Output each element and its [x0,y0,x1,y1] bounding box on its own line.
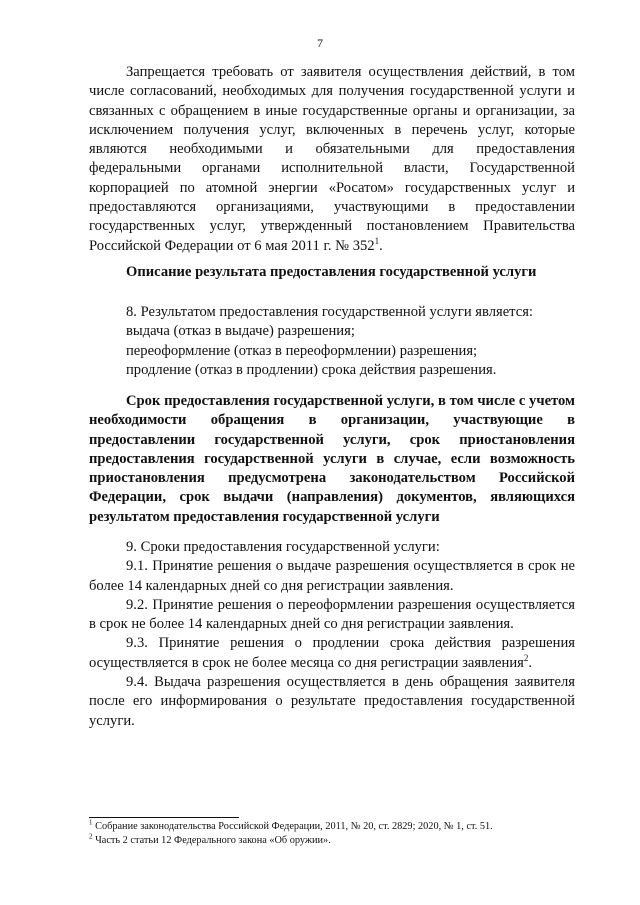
item-8-line-3: продление (отказ в продлении) срока действия разрешения. [126,361,497,378]
item-8 [89,303,575,380]
footnote-2 [89,834,589,848]
item-9-3: 9.3. Принятие решения о продлении срока действия разрешения осуществляется в срок не более месяца со дня регистрации заявления$^2$. [89,635,575,671]
footnote-divider [89,817,239,818]
heading-result: Описание результата предоставления государственной услуги [126,264,537,280]
item-8-line-1: выдача (отказ в выдаче) разрешения; [126,323,355,340]
footnote-2-num: 2 [89,832,93,841]
item-8-line-2: переоформление (отказ в переоформлении) разрешения; [126,342,478,359]
item-9-lead: 9. Сроки предоставления государственной услуги: [126,539,440,555]
intro-paragraph: Запрещается требовать от заявителя осуществления действий, в том числе согласований, необходимых для получения государственной услуги и связанных с обращением в иные государственные органы и организации, за исключением получения услуг, включенных в перечень услуг, которые являются необходимыми и обязательными для предоставления федеральными органами исполнительной власти, Государственной корпорацией по атомной энергии «Росатом» государственных услуг и предоставляются организациями, участвующими в предоставлении государственных услуг, утвержденный постановлением Правительства Российской Федерации от 6 мая 2011 г. № $352^1$. [89,64,575,254]
footnote-1 [89,820,589,834]
item-9-4: 9.4. Выдача разрешения осуществляется в день обращения заявителя после его информирования о результате предоставления государственной услуги. [89,674,575,729]
item-9-1: 9.1. Принятие решения о выдаче разрешения осуществляется в срок не более 14 календарных дней со дня регистрации заявления. [89,558,575,594]
footnote-ref-2: 2 [523,652,529,663]
footnote-1-text: Собрание законодательства Российской Федерации, 2011, № 20, ст. 2829; 2020, № 1, ст. 51. [95,821,493,832]
intro-text: Запрещается требовать от заявителя осуществления действий, в том числе согласований, необходимых для получения государственной услуги и связанных с обращением в иные государственные органы и организации, за исключением получения услуг, включенных в перечень услуг, которые являются необходимыми и обязательными для предоставления федеральными органами исполнительной власти, Государственной корпорацией по атомной энергии «Росатом» государственных услуг и предоставляются организациями, участвующими в предоставлении государственных услуг, утвержденный постановлением Правительства Российской Федерации от 6 мая 2011 г. № 352 [89,64,575,254]
item-8-lead: 8. Результатом предоставления государственной услуги является: [126,304,533,320]
heading-terms: Срок предоставления государственной услуги, в том числе с учетом необходимости обращения в организации, участвующие в предоставлении государственной услуги, срок приостановления предоставления государственной услуги в случае, если возможность приостановления предусмотрена законодательством Российской Федерации, срок выдачи (направления) документов, являющихся результатом предоставления государственной услуги [89,393,575,525]
footnote-1-num: 1 [89,818,93,827]
item-9-3-text: 9.3. Принятие решения о продлении срока действия разрешения осуществляется в срок не более месяца со дня регистрации заявления [89,635,575,671]
item-9-2: 9.2. Принятие решения о переоформлении разрешения осуществляется в срок не более 14 календарных дней со дня регистрации заявления. [89,596,575,633]
footnote-2-text: Часть 2 статьи 12 Федерального закона «Об оружии». [95,835,331,846]
page-number: 7 [317,36,323,50]
item-9 [89,538,575,731]
footnote-ref-1: 1 [374,235,380,246]
